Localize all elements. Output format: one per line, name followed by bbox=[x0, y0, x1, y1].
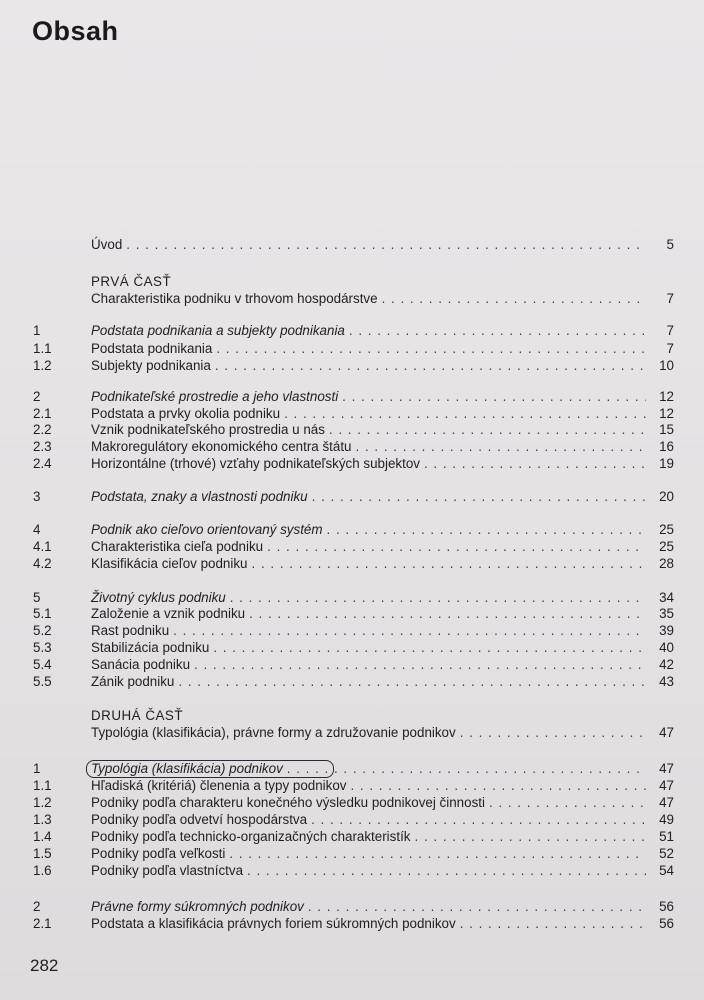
dot-leader bbox=[382, 290, 646, 308]
toc-entry-page: 7 bbox=[666, 341, 674, 356]
page-title: Obsah bbox=[32, 16, 119, 46]
toc-entry-page: 43 bbox=[659, 674, 674, 689]
toc-entry-label: Podstata podnikania bbox=[91, 341, 213, 356]
toc-entry bbox=[0, 777, 704, 795]
toc-entry-label: Založenie a vznik podniku bbox=[91, 606, 246, 621]
toc-entry-page: 19 bbox=[659, 456, 674, 471]
toc-entry-number: 4.2 bbox=[33, 556, 52, 571]
part-heading: DRUHÁ ČASŤ bbox=[91, 708, 184, 723]
dot-leader bbox=[327, 521, 646, 539]
toc-entry-label: Úvod bbox=[91, 237, 123, 252]
toc-entry-page: 39 bbox=[659, 623, 674, 638]
toc-entry-label: Klasifikácia cieľov podniku bbox=[91, 556, 248, 571]
toc-entry-label: Právne formy súkromných podnikov bbox=[91, 899, 304, 914]
toc-entry-number: 2 bbox=[33, 389, 41, 404]
dot-leader bbox=[460, 915, 646, 933]
dot-leader bbox=[460, 724, 646, 742]
toc-entry-label: Životný cyklus podniku bbox=[91, 590, 226, 605]
toc-entry-page: 47 bbox=[659, 795, 674, 810]
toc-entry bbox=[0, 724, 704, 742]
toc-entry-label: Horizontálne (trhové) vzťahy podnikateľských subjektov bbox=[91, 456, 420, 471]
toc-entry-page: 12 bbox=[659, 406, 674, 421]
toc-entry bbox=[0, 673, 704, 691]
dot-leader bbox=[424, 455, 646, 473]
toc-entry bbox=[0, 236, 704, 254]
dot-leader bbox=[249, 605, 646, 623]
toc-entry-page: 7 bbox=[666, 291, 674, 306]
toc-entry-label: Podniky podľa charakteru konečného výsledku podnikovej činnosti bbox=[91, 795, 485, 810]
dot-leader bbox=[312, 488, 646, 506]
toc-entry-label: Podstata a klasifikácia právnych foriem súkromných podnikov bbox=[91, 916, 456, 931]
toc-entry bbox=[0, 605, 704, 623]
toc-entry-page: 25 bbox=[659, 522, 674, 537]
toc-entry bbox=[0, 357, 704, 375]
toc-entry-label: Podstata a prvky okolia podniku bbox=[91, 406, 281, 421]
dot-leader bbox=[216, 340, 646, 358]
toc-entry bbox=[0, 290, 704, 308]
toc-entry-page: 5 bbox=[666, 237, 674, 252]
dot-leader bbox=[173, 622, 646, 640]
dot-leader bbox=[356, 438, 646, 456]
toc-entry-number: 4 bbox=[33, 522, 41, 537]
toc-entry bbox=[0, 639, 704, 657]
toc-entry bbox=[0, 388, 704, 406]
dot-leader bbox=[349, 322, 646, 340]
toc-entry-label: Podniky podľa odvetví hospodárstva bbox=[91, 812, 308, 827]
toc-entry-page: 16 bbox=[659, 439, 674, 454]
toc-entry-label: Podstata, znaky a vlastnosti podniku bbox=[91, 489, 308, 504]
toc-entry bbox=[0, 862, 704, 880]
toc-entry-number: 1.6 bbox=[33, 863, 52, 878]
toc-entry-number: 1.3 bbox=[33, 812, 52, 827]
toc-entry-label: Zánik podniku bbox=[91, 674, 175, 689]
toc-entry-number: 1.5 bbox=[33, 846, 52, 861]
toc-entry-number: 1 bbox=[33, 761, 41, 776]
toc-entry-number: 2.1 bbox=[33, 916, 52, 931]
toc-entry-page: 15 bbox=[659, 422, 674, 437]
dot-leader bbox=[489, 794, 646, 812]
toc-entry-page: 56 bbox=[659, 916, 674, 931]
toc-entry-page: 12 bbox=[659, 389, 674, 404]
toc-entry-page: 47 bbox=[659, 778, 674, 793]
dot-leader bbox=[287, 760, 646, 778]
toc-entry bbox=[0, 622, 704, 640]
toc-entry-number: 2.3 bbox=[33, 439, 52, 454]
toc-entry-number: 5.4 bbox=[33, 657, 52, 672]
toc-entry-number: 5.3 bbox=[33, 640, 52, 655]
toc-entry-page: 25 bbox=[659, 539, 674, 554]
dot-leader bbox=[194, 656, 646, 674]
toc-entry-number: 5.2 bbox=[33, 623, 52, 638]
toc-entry-page: 51 bbox=[659, 829, 674, 844]
toc-entry bbox=[0, 340, 704, 358]
toc-entry bbox=[0, 488, 704, 506]
toc-entry bbox=[0, 915, 704, 933]
toc-entry-label: Charakteristika cieľa podniku bbox=[91, 539, 264, 554]
toc-entry-label: Makroregulátory ekonomického centra štátu bbox=[91, 439, 352, 454]
toc-entry-number: 1.4 bbox=[33, 829, 52, 844]
toc-entry-label: Podniky podľa vlastníctva bbox=[91, 863, 244, 878]
toc-entry bbox=[0, 538, 704, 556]
toc-entry-label: Hľadiská (kritériá) členenia a typy podnikov bbox=[91, 778, 347, 793]
toc-entry bbox=[0, 828, 704, 846]
toc-entry-number: 1.2 bbox=[33, 795, 52, 810]
toc-entry-number: 2.1 bbox=[33, 406, 52, 421]
dot-leader bbox=[178, 673, 646, 691]
dot-leader bbox=[213, 639, 646, 657]
toc-entry-number: 1.1 bbox=[33, 778, 52, 793]
toc-entry bbox=[0, 845, 704, 863]
toc-entry-label: Podnik ako cieľovo orientovaný systém bbox=[91, 522, 323, 537]
toc-entry-page: 49 bbox=[659, 812, 674, 827]
toc-entry-label: Podstata podnikania a subjekty podnikania bbox=[91, 323, 345, 338]
toc-entry-label: Typológia (klasifikácia), právne formy a združovanie podnikov bbox=[91, 725, 456, 740]
dot-leader bbox=[215, 357, 646, 375]
toc-entry-page: 47 bbox=[659, 761, 674, 776]
toc-entry bbox=[0, 555, 704, 573]
dot-leader bbox=[342, 388, 646, 406]
dot-leader bbox=[126, 236, 646, 254]
toc-entry-page: 52 bbox=[659, 846, 674, 861]
toc-entry-number: 3 bbox=[33, 489, 41, 504]
dot-leader bbox=[329, 421, 646, 439]
toc-entry-number: 5 bbox=[33, 590, 41, 605]
page-number: 282 bbox=[30, 956, 59, 975]
toc-entry-label: Vznik podnikateľského prostredia u nás bbox=[91, 422, 325, 437]
toc-entry-label: Rast podniku bbox=[91, 623, 170, 638]
toc-entry-page: 28 bbox=[659, 556, 674, 571]
toc-entry-number: 1.1 bbox=[33, 341, 52, 356]
dot-leader bbox=[252, 555, 647, 573]
toc-entry-label: Podniky podľa technicko-organizačných charakteristík bbox=[91, 829, 411, 844]
toc-entry-label: Sanácia podniku bbox=[91, 657, 191, 672]
toc-entry-number: 1 bbox=[33, 323, 41, 338]
pen-annotation-circle bbox=[86, 760, 334, 778]
toc-entry-label: Typológia (klasifikácia) podnikov bbox=[91, 761, 283, 776]
toc-entry-page: 20 bbox=[659, 489, 674, 504]
dot-leader bbox=[247, 862, 646, 880]
toc-entry bbox=[0, 455, 704, 473]
toc-entry-number: 1.2 bbox=[33, 358, 52, 373]
toc-entry-page: 34 bbox=[659, 590, 674, 605]
toc-entry-page: 35 bbox=[659, 606, 674, 621]
dot-leader bbox=[311, 811, 646, 829]
dot-leader bbox=[308, 898, 646, 916]
toc-entry-page: 7 bbox=[666, 323, 674, 338]
toc-entry bbox=[0, 656, 704, 674]
part-heading: PRVÁ ČASŤ bbox=[91, 274, 172, 289]
toc-entry bbox=[0, 322, 704, 340]
toc-entry-label: Stabilizácia podniku bbox=[91, 640, 210, 655]
toc-entry bbox=[0, 794, 704, 812]
toc-entry bbox=[0, 521, 704, 539]
toc-entry-page: 54 bbox=[659, 863, 674, 878]
toc-entry bbox=[0, 421, 704, 439]
toc-entry-number: 5.1 bbox=[33, 606, 52, 621]
toc-entry-label: Subjekty podnikania bbox=[91, 358, 211, 373]
toc-entry-label: Podniky podľa veľkosti bbox=[91, 846, 226, 861]
toc-entry-page: 47 bbox=[659, 725, 674, 740]
toc-entry-label: Charakteristika podniku v trhovom hospodárstve bbox=[91, 291, 378, 306]
toc-entry-number: 4.1 bbox=[33, 539, 52, 554]
toc-entry-number: 5.5 bbox=[33, 674, 52, 689]
toc-entry bbox=[0, 811, 704, 829]
toc-entry-label: Podnikateľské prostredie a jeho vlastnosti bbox=[91, 389, 339, 404]
toc-entry bbox=[0, 438, 704, 456]
dot-leader bbox=[350, 777, 646, 795]
dot-leader bbox=[229, 845, 646, 863]
toc-entry-page: 10 bbox=[659, 358, 674, 373]
toc-entry-number: 2.2 bbox=[33, 422, 52, 437]
toc-entry bbox=[0, 898, 704, 916]
toc-entry-page: 56 bbox=[659, 899, 674, 914]
toc-entry-number: 2.4 bbox=[33, 456, 52, 471]
dot-leader bbox=[267, 538, 646, 556]
dot-leader bbox=[415, 828, 647, 846]
toc-entry-page: 42 bbox=[659, 657, 674, 672]
toc-entry-number: 2 bbox=[33, 899, 41, 914]
toc-entry-page: 40 bbox=[659, 640, 674, 655]
